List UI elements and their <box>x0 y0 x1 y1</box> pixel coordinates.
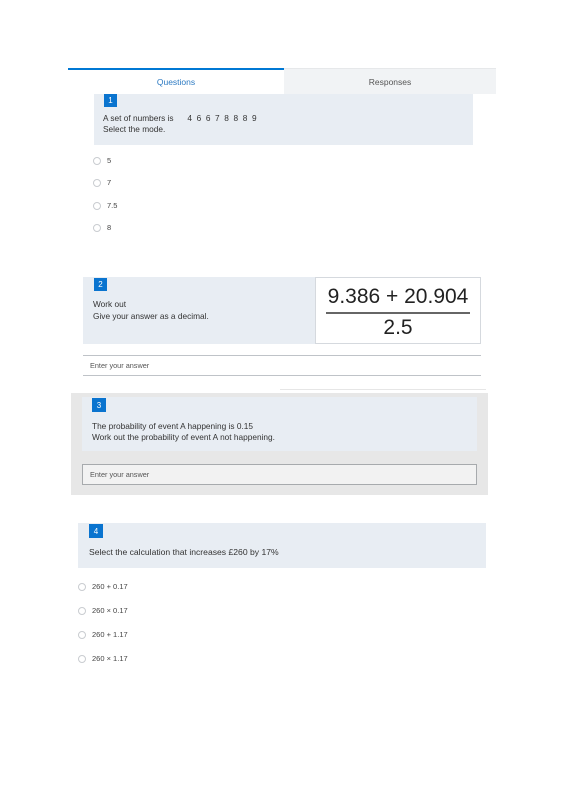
question-1-text-line1: A set of numbers is 4 6 6 7 8 8 8 9 <box>103 113 257 123</box>
question-1-option-7-5[interactable] <box>93 201 117 210</box>
question-4-option-4[interactable] <box>78 654 128 663</box>
question-4-number: 4 <box>89 524 103 538</box>
question-1-option-8[interactable] <box>93 223 111 232</box>
question-2-text-line2: Give your answer as a decimal. <box>93 311 209 321</box>
radio-button[interactable] <box>78 583 86 591</box>
question-2-answer-field[interactable]: Enter your answer <box>83 355 481 376</box>
question-3-answer-field[interactable]: Enter your answer <box>82 464 477 485</box>
radio-button[interactable] <box>93 224 101 232</box>
fraction-denominator: 2.5 <box>383 316 413 339</box>
fraction-expression <box>315 277 481 344</box>
option-label: 260 + 0.17 <box>92 582 128 591</box>
question-1-option-7[interactable] <box>93 178 111 187</box>
question-2-text-line1: Work out <box>93 299 127 309</box>
question-3-text-line1: The probability of event A happening is 0.15 <box>92 421 253 431</box>
question-4-option-2[interactable] <box>78 606 128 615</box>
tab-bar <box>68 68 496 94</box>
fraction-bar <box>326 312 470 314</box>
divider <box>280 389 486 390</box>
question-4-text: Select the calculation that increases £260 by 17% <box>89 547 279 557</box>
radio-button[interactable] <box>78 631 86 639</box>
option-label: 260 × 1.17 <box>92 654 128 663</box>
question-4-option-1[interactable] <box>78 582 128 591</box>
fraction-numerator: 9.386 + 20.904 <box>327 285 469 308</box>
option-label: 260 + 1.17 <box>92 630 128 639</box>
option-label: 7 <box>107 178 112 187</box>
radio-button[interactable] <box>78 655 86 663</box>
radio-button[interactable] <box>78 607 86 615</box>
radio-button[interactable] <box>93 179 101 187</box>
question-3-text-line2: Work out the probability of event A not happening. <box>92 432 275 442</box>
option-label: 8 <box>107 223 112 232</box>
question-2-number: 2 <box>94 278 107 291</box>
question-1-option-5[interactable] <box>93 156 111 165</box>
tab-responses[interactable]: Responses <box>284 68 496 94</box>
question-4-option-3[interactable] <box>78 630 128 639</box>
question-3-number: 3 <box>92 398 106 412</box>
tab-questions[interactable]: Questions <box>68 68 284 94</box>
option-label: 260 × 0.17 <box>92 606 128 615</box>
question-1-number: 1 <box>104 94 117 107</box>
radio-button[interactable] <box>93 202 101 210</box>
option-label: 5 <box>107 156 112 165</box>
option-label: 7.5 <box>107 201 118 210</box>
radio-button[interactable] <box>93 157 101 165</box>
question-4-header <box>78 523 486 568</box>
question-1-text-line2: Select the mode. <box>103 124 166 134</box>
